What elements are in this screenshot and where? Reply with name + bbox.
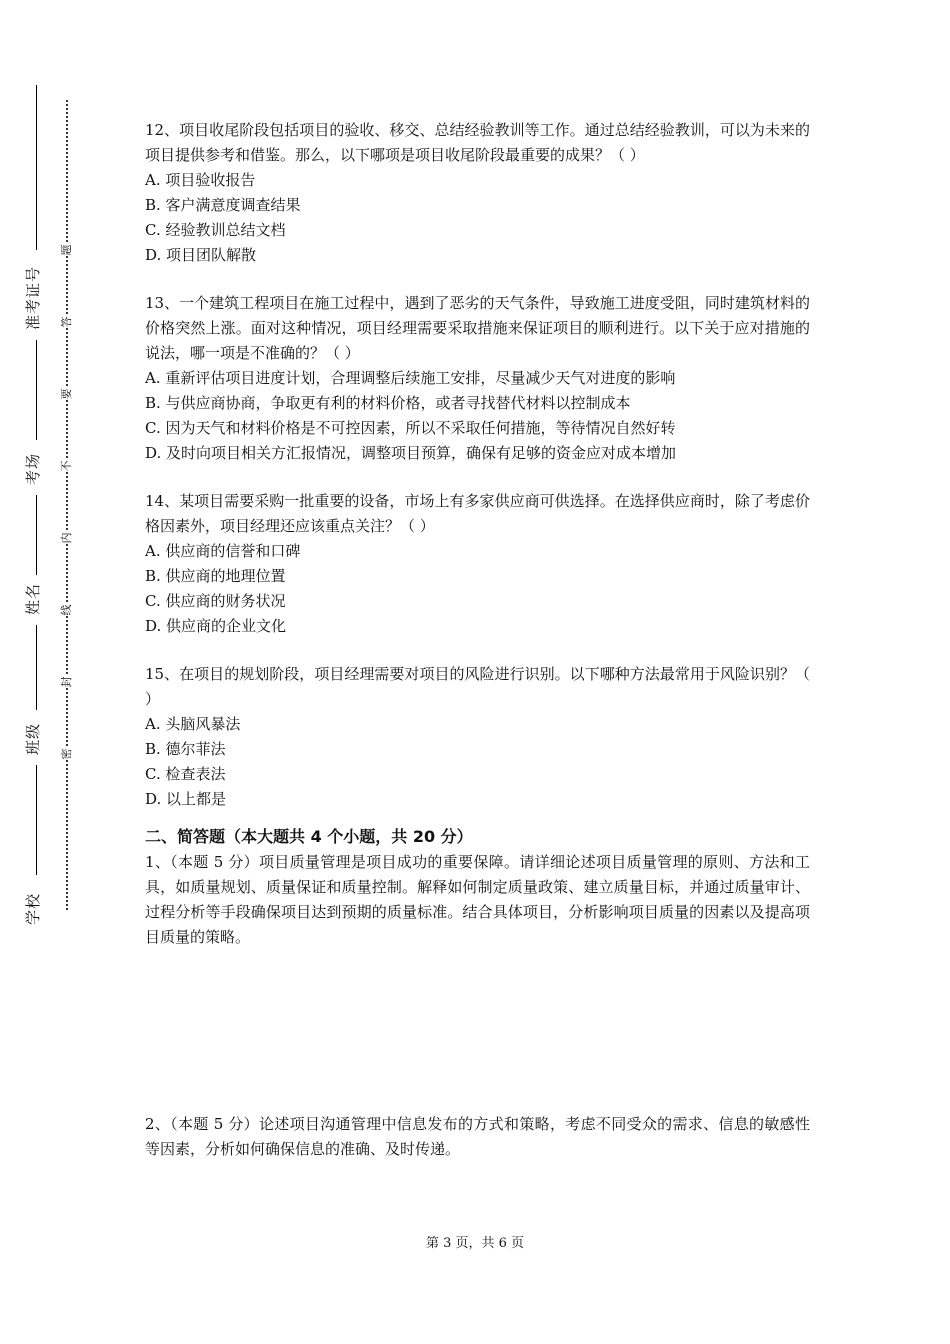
option-d: D. 及时向项目相关方汇报情况，调整项目预算，确保有足够的资金应对成本增加 (145, 444, 677, 462)
question-12 (145, 118, 810, 268)
binding-line (36, 765, 37, 875)
option-a: A. 项目验收报告 (145, 171, 256, 189)
question-stem: 12、项目收尾阶段包括项目的验收、移交、总结经验教训等工作。通过总结经验教训，可以为未来的项目提供参考和借鉴。那么，以下哪项是项目收尾阶段最重要的成果？（ ） (145, 121, 810, 164)
option-b: B. 与供应商协商，争取更有利的材料价格，或者寻找替代材料以控制成本 (145, 394, 631, 412)
seal-char: 内 (60, 532, 73, 544)
section-title-short-answer: 二、简答题（本大题共 4 个小题，共 20 分） (145, 827, 473, 846)
seal-char: 封 (60, 676, 73, 688)
binding-margin (0, 0, 120, 1344)
short-answer-item-2: 2、（本题 5 分）论述项目沟通管理中信息发布的方式和策略，考虑不同受众的需求、信息的敏感性等因素，分析如何确保信息的准确、及时传递。 (145, 1115, 810, 1158)
option-c: C. 经验教训总结文档 (145, 221, 286, 239)
binding-line (36, 85, 37, 250)
question-15 (145, 662, 810, 812)
option-d: D. 供应商的企业文化 (145, 617, 287, 635)
question-13 (145, 291, 810, 466)
option-b: B. 客户满意度调查结果 (145, 196, 301, 214)
option-c: C. 供应商的财务状况 (145, 592, 286, 610)
seal-char: 要 (60, 388, 73, 400)
binding-line (36, 495, 37, 575)
page-footer: 第 3 页，共 6 页 (425, 1236, 525, 1251)
question-stem: 15、在项目的规划阶段，项目经理需要对项目的风险进行识别。以下哪种方法最常用于风险识别？（ ） (145, 665, 810, 708)
binding-label-name: 姓名 (24, 582, 42, 615)
option-c: C. 检查表法 (145, 765, 226, 783)
seal-char: 题 (60, 244, 73, 256)
option-b: B. 供应商的地理位置 (145, 567, 286, 585)
option-b: B. 德尔菲法 (145, 740, 226, 758)
seal-char: 答 (60, 316, 73, 328)
exam-content (145, 118, 810, 1162)
seal-char: 线 (60, 604, 73, 616)
question-stem: 13、一个建筑工程项目在施工过程中，遇到了恶劣的天气条件，导致施工进度受阻，同时建筑材料的价格突然上涨。面对这种情况，项目经理需要采取措施来保证项目的顺利进行。以下关于应对措施的说法，哪一项是不准确的？（ ） (145, 294, 810, 362)
option-d: D. 以上都是 (145, 790, 227, 808)
option-a: A. 重新评估项目进度计划，合理调整后续施工安排，尽量减少天气对进度的影响 (145, 369, 676, 387)
option-a: A. 供应商的信誉和口碑 (145, 542, 301, 560)
binding-label-exam-id: 准考证号 (24, 265, 42, 330)
seal-char: 不 (60, 460, 73, 472)
binding-line (36, 625, 37, 710)
question-14 (145, 489, 810, 639)
option-a: A. 头脑风暴法 (145, 715, 241, 733)
option-c: C. 因为天气和材料价格是不可控因素，所以不采取任何措施，等待情况自然好转 (145, 419, 676, 437)
seal-char: 密 (60, 748, 73, 760)
binding-line (36, 340, 37, 440)
option-d: D. 项目团队解散 (145, 246, 257, 264)
binding-label-exam-room: 考场 (24, 452, 42, 485)
binding-label-class: 班级 (24, 722, 42, 755)
question-stem: 14、某项目需要采购一批重要的设备，市场上有多家供应商可供选择。在选择供应商时，除了考虑价格因素外，项目经理还应该重点关注？（ ） (145, 492, 810, 535)
seal-dotted-line (66, 100, 68, 910)
binding-label-school: 学校 (24, 892, 42, 925)
short-answer-item-1: 1、（本题 5 分）项目质量管理是项目成功的重要保障。请详细论述项目质量管理的原则、方法和工具，如质量规划、质量保证和质量控制。解释如何制定质量政策、建立质量目标，并通过质量审计、过程分析等手段确保项目达到预期的质量标准。结合具体项目，分析影响项目质量的因素以及提高项目质量的策略。 (145, 853, 810, 946)
